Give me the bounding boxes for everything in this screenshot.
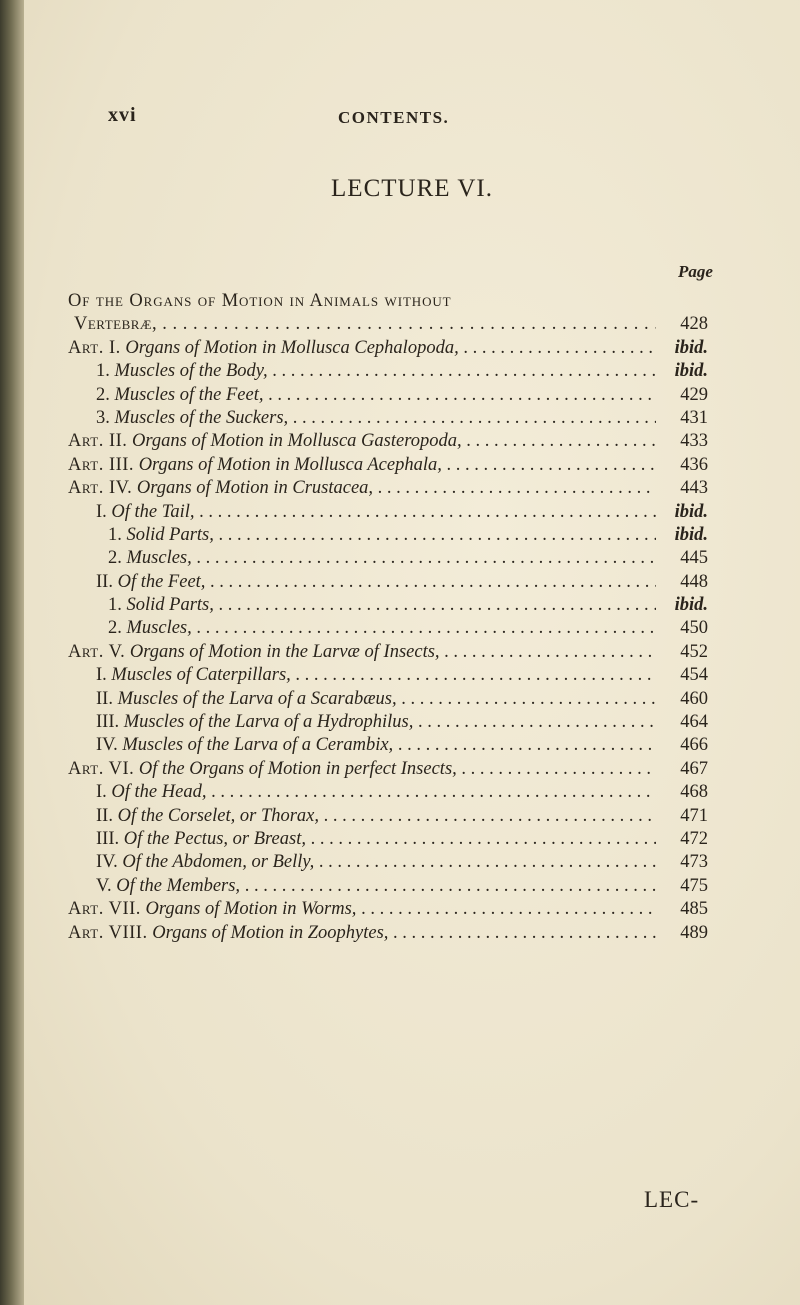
toc-entry-title: Organs of Motion in Zoophytes,: [152, 922, 389, 943]
toc-entry-leader: [68, 360, 656, 383]
toc-entry-number: 1.: [96, 361, 110, 382]
toc-entry-leader: [68, 851, 656, 874]
toc-entry-title: Solid Parts,: [126, 595, 214, 616]
toc-entry-number: Art. I.: [68, 337, 121, 358]
toc-entry-leader: [68, 734, 656, 757]
toc-entry-page: 468: [680, 782, 708, 803]
toc-entry-page: 472: [680, 828, 708, 849]
toc-entry-number: 3.: [96, 407, 110, 428]
toc-entry-number: Art. VI.: [68, 758, 135, 779]
toc-entry-title: Muscles of the Feet,: [114, 384, 264, 405]
toc-entry-page: 436: [680, 454, 708, 475]
toc-entry-number: V.: [96, 875, 112, 896]
toc-entry: [68, 875, 708, 898]
toc-entry-leader: [68, 407, 656, 430]
toc-entry-number: II.: [96, 805, 113, 826]
toc-entry-title: Muscles of Caterpillars,: [111, 665, 291, 686]
toc-entry-page: 475: [680, 875, 708, 896]
toc-entry-page: ibid.: [674, 361, 708, 382]
toc-entry: [68, 617, 708, 640]
toc-entry-page: 466: [680, 735, 708, 756]
toc-entry-title: Of the Head,: [111, 782, 207, 803]
toc-entry: [68, 477, 708, 500]
toc-entry-leader: [68, 454, 656, 477]
toc-entry-number: Art. IV.: [68, 478, 133, 499]
toc-entry-page: 448: [680, 571, 708, 592]
toc-entry-leader: [68, 594, 656, 617]
toc-entry-page: 454: [680, 665, 708, 686]
toc-entry-title: Muscles,: [126, 618, 192, 639]
toc-entry: [68, 758, 708, 781]
toc-entry-page: 433: [680, 431, 708, 452]
toc-entry-leader: [68, 664, 656, 687]
toc-entry-page: ibid.: [674, 595, 708, 616]
toc-entry-title: Organs of Motion in Mollusca Cephalopoda,: [125, 337, 459, 358]
toc-entry-page: 429: [680, 384, 708, 405]
page-column-label: Page: [678, 262, 713, 281]
toc-entry-leader: [68, 898, 656, 921]
table-of-contents: [68, 290, 708, 945]
toc-entry-leader: [68, 384, 656, 407]
toc-entry-number: Art. V.: [68, 641, 126, 662]
toc-entry-title: Organs of Motion in the Larvæ of Insects,: [129, 641, 440, 662]
toc-entry-leader: [68, 477, 656, 500]
toc-entry: [68, 430, 708, 453]
toc-entry: [68, 828, 708, 851]
toc-entry: [68, 360, 708, 383]
toc-entry-title: Muscles of the Larva of a Cerambix,: [122, 735, 394, 756]
toc-intro-label: Vertebræ,: [74, 314, 158, 335]
toc-entry-number: Art. II.: [68, 431, 128, 452]
toc-entry: [68, 594, 708, 617]
toc-entry: [68, 571, 708, 594]
toc-entry-number: Art. VII.: [68, 899, 141, 920]
toc-entry-number: 1.: [108, 524, 122, 545]
lecture-title: LECTURE VI.: [331, 175, 493, 202]
toc-entry: [68, 688, 708, 711]
toc-entry: [68, 781, 708, 804]
toc-entry-title: Organs of Motion in Mollusca Gasteropoda,: [132, 431, 462, 452]
toc-entry-title: Muscles of the Larva of a Hydrophilus,: [123, 712, 414, 733]
toc-entry-number: II.: [96, 571, 113, 592]
toc-entry: [68, 711, 708, 734]
toc-entry-title: Of the Feet,: [117, 571, 206, 592]
toc-entry-number: Art. III.: [68, 454, 135, 475]
book-binding-edge: [0, 0, 24, 1305]
toc-entry-title: Of the Organs of Motion in perfect Insects,: [138, 758, 457, 779]
toc-entry-leader: [68, 617, 656, 640]
toc-entry-leader: [68, 688, 656, 711]
catchword: LEC-: [644, 1187, 700, 1212]
toc-intro-text-line1: Of the Organs of Motion in Animals without: [68, 291, 452, 311]
toc-entry-title: Muscles of the Larva of a Scarabæus,: [117, 688, 397, 709]
toc-entry-page: 467: [680, 758, 708, 779]
toc-entry-page: 431: [680, 407, 708, 428]
toc-entry-title: Of the Tail,: [111, 501, 195, 522]
toc-entry-page: 485: [680, 899, 708, 920]
toc-entry: [68, 384, 708, 407]
toc-entry-title: Of the Members,: [116, 875, 241, 896]
toc-entry-number: III.: [96, 828, 120, 849]
toc-entry-leader: [68, 875, 656, 898]
toc-entry-title: Organs of Motion in Worms,: [145, 899, 357, 920]
toc-entry-number: 2.: [96, 384, 110, 405]
toc-entry: [68, 501, 708, 524]
toc-entry-leader: [68, 337, 656, 360]
toc-entry-leader: [68, 571, 656, 594]
toc-entry-title: Of the Pectus, or Breast,: [123, 828, 306, 849]
toc-entry-leader: [68, 430, 656, 453]
page-header: [108, 104, 708, 134]
toc-entry-page: ibid.: [674, 501, 708, 522]
running-head: CONTENTS.: [338, 108, 450, 127]
toc-entry-number: IV.: [96, 735, 118, 756]
toc-entry: [68, 805, 708, 828]
toc-entry-leader: [68, 711, 656, 734]
toc-entry-page: 450: [680, 618, 708, 639]
toc-entry-leader: [68, 828, 656, 851]
page-number: xvi: [108, 104, 137, 126]
toc-entry-title: Of the Corselet, or Thorax,: [117, 805, 320, 826]
toc-entry: [68, 641, 708, 664]
toc-entry-number: I.: [96, 501, 107, 522]
toc-entry: [68, 337, 708, 360]
toc-entry-title: Of the Abdomen, or Belly,: [122, 852, 315, 873]
toc-entry-leader: [68, 758, 656, 781]
toc-entry-title: Organs of Motion in Crustacea,: [136, 478, 374, 499]
book-page: [24, 0, 800, 1305]
toc-entry-page: 489: [680, 922, 708, 943]
toc-entry-leader: [68, 501, 656, 524]
toc-entry-title: Muscles,: [126, 548, 192, 569]
toc-entry-leader: [68, 781, 656, 804]
toc-entry-page: ibid.: [674, 524, 708, 545]
toc-entry: [68, 407, 708, 430]
toc-entry: [68, 547, 708, 570]
toc-intro-page: 428: [680, 314, 708, 335]
toc-entry-number: 2.: [108, 618, 122, 639]
toc-entry: [68, 922, 708, 945]
toc-entry: [68, 524, 708, 547]
toc-entry-number: Art. VIII.: [68, 922, 148, 943]
toc-entry-number: III.: [96, 712, 120, 733]
toc-entry-page: 464: [680, 712, 708, 733]
toc-entry-page: 460: [680, 688, 708, 709]
toc-entry-number: IV.: [96, 852, 118, 873]
toc-intro-line1: [68, 290, 708, 313]
toc-entry-title: Solid Parts,: [126, 524, 214, 545]
toc-entry-number: 1.: [108, 595, 122, 616]
toc-entry-number: 2.: [108, 548, 122, 569]
toc-entry-number: I.: [96, 665, 107, 686]
toc-entry: [68, 454, 708, 477]
toc-entry-title: Organs of Motion in Mollusca Acephala,: [138, 454, 442, 475]
toc-entry-number: II.: [96, 688, 113, 709]
toc-entry: [68, 734, 708, 757]
toc-entry-page: 471: [680, 805, 708, 826]
toc-entry-leader: [68, 524, 656, 547]
toc-entry-leader: [68, 922, 656, 945]
toc-entry: [68, 851, 708, 874]
toc-intro-line2: [68, 313, 708, 336]
toc-entry-page: 452: [680, 641, 708, 662]
toc-entry: [68, 898, 708, 921]
toc-entry-title: Muscles of the Body,: [114, 361, 268, 382]
toc-entry-leader: [68, 805, 656, 828]
toc-entry-number: I.: [96, 782, 107, 803]
toc-entry: [68, 664, 708, 687]
toc-entry-leader: [68, 641, 656, 664]
toc-entry-page: 473: [680, 852, 708, 873]
toc-entry-title: Muscles of the Suckers,: [114, 407, 289, 428]
toc-entry-page: 443: [680, 478, 708, 499]
toc-entry-page: ibid.: [674, 337, 708, 358]
toc-entry-list: [68, 337, 708, 945]
toc-entry-leader: [68, 547, 656, 570]
toc-entry-page: 445: [680, 548, 708, 569]
toc-intro-text-line2: [68, 313, 656, 336]
